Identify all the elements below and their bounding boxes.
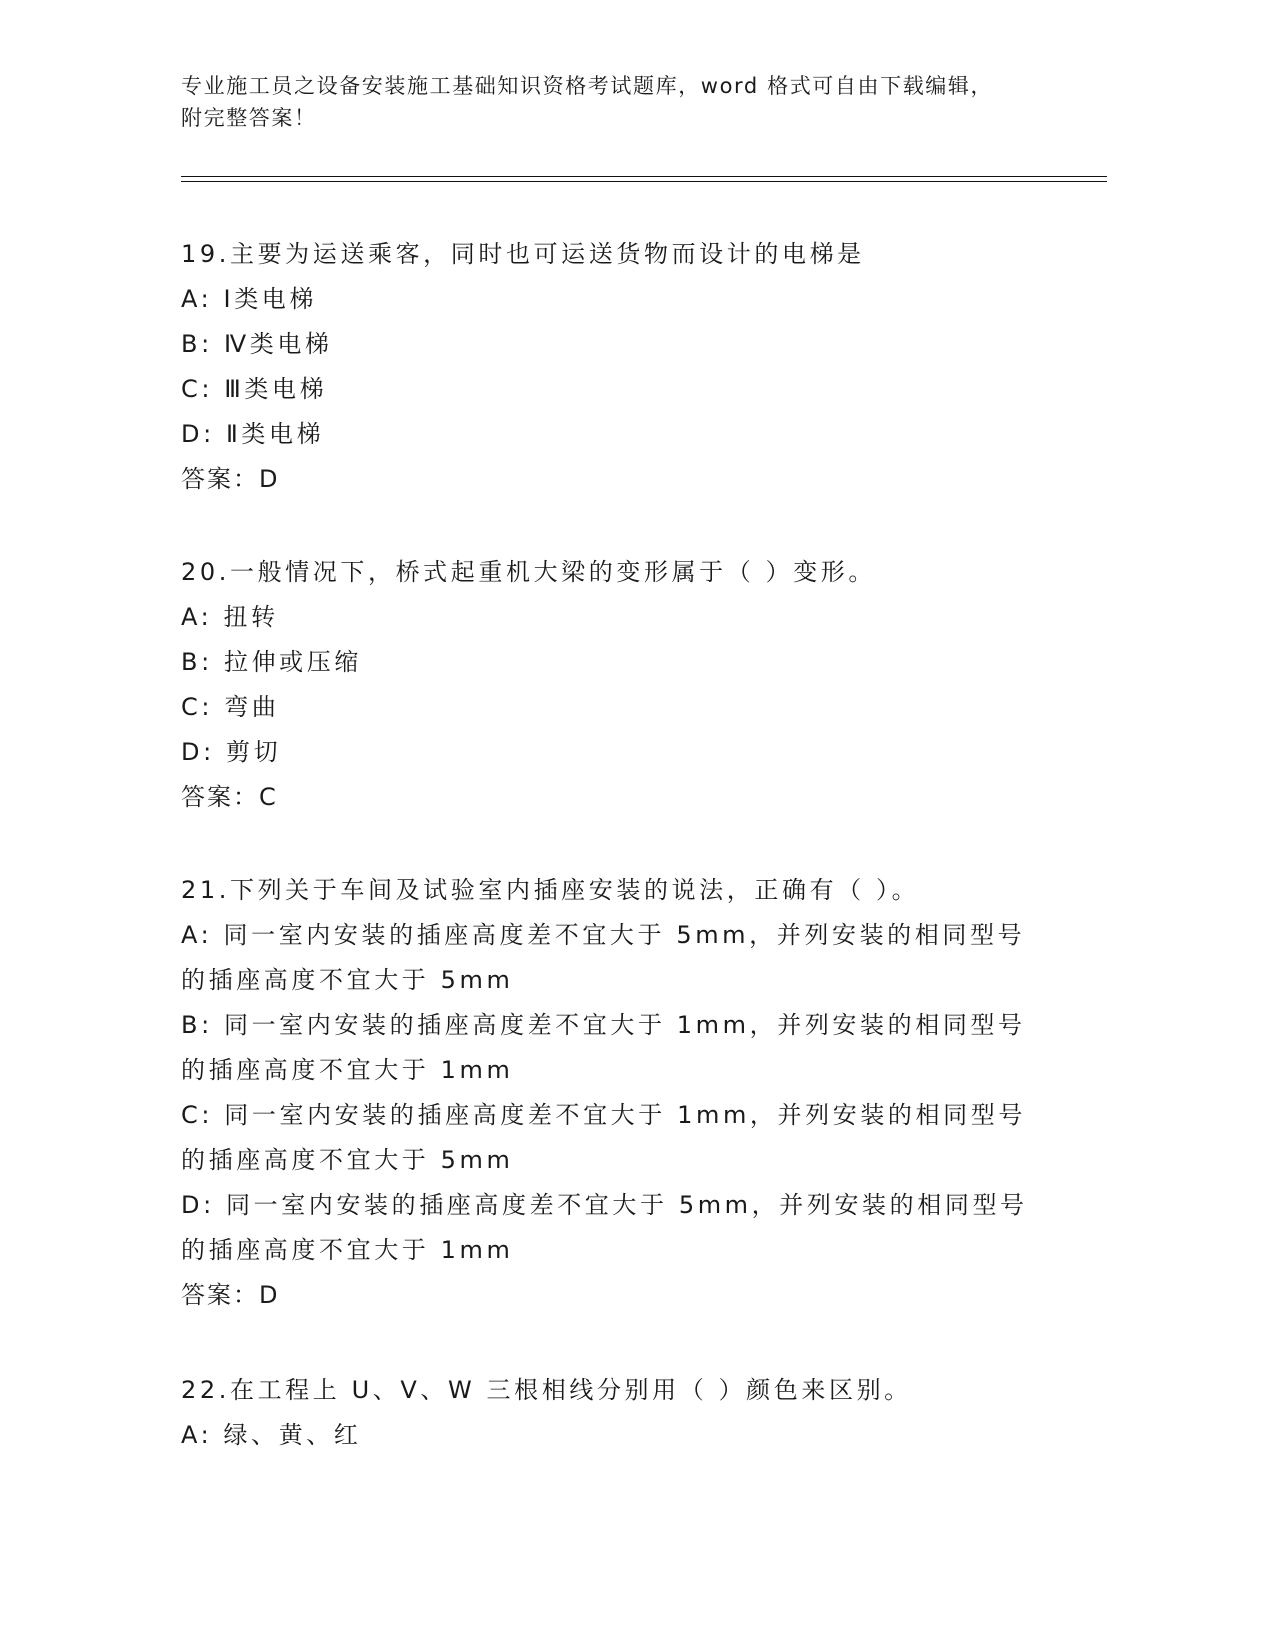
question-19: [181, 232, 1081, 502]
question-stem: 20.一般情况下，桥式起重机大梁的变形属于（ ）变形。: [181, 558, 876, 586]
option-a: A: 同一室内安装的插座高度差不宜大于 5mm，并列安装的相同型号的插座高度不宜大于 5mm: [181, 921, 1026, 994]
option-c: C: Ⅲ类电梯: [181, 375, 328, 403]
option-d: D: 剪切: [181, 738, 282, 766]
header-text-line-1: 专业施工员之设备安装施工基础知识资格考试题库，word 格式可自由下载编辑，: [181, 74, 994, 98]
header-divider-top: [181, 176, 1107, 177]
question-stem: 22.在工程上 U、V、W 三根相线分别用（ ）颜色来区别。: [181, 1376, 912, 1404]
option-d: D: 同一室内安装的插座高度差不宜大于 5mm，并列安装的相同型号的插座高度不宜大于 1mm: [181, 1191, 1028, 1264]
question-22: [181, 1368, 1081, 1458]
answer-label: 答案：D: [181, 1281, 280, 1309]
option-a: A: Ⅰ类电梯: [181, 285, 317, 313]
option-c: C: 弯曲: [181, 693, 280, 721]
option-b: B: Ⅳ类电梯: [181, 330, 333, 358]
document-header: [181, 70, 1081, 134]
answer-label: 答案：C: [181, 783, 278, 811]
question-21: [181, 868, 1081, 1318]
option-d: D: Ⅱ类电梯: [181, 420, 325, 448]
option-c: C: 同一室内安装的插座高度差不宜大于 1mm，并列安装的相同型号的插座高度不宜大于 5mm: [181, 1101, 1026, 1174]
question-stem: 19.主要为运送乘客，同时也可运送货物而设计的电梯是: [181, 240, 865, 268]
option-a: A: 扭转: [181, 603, 279, 631]
option-b: B: 同一室内安装的插座高度差不宜大于 1mm，并列安装的相同型号的插座高度不宜大于 1mm: [181, 1011, 1026, 1084]
header-text-line-2: 附完整答案！: [181, 106, 317, 130]
answer-label: 答案：D: [181, 465, 280, 493]
question-stem: 21.下列关于车间及试验室内插座安装的说法，正确有（ ）。: [181, 876, 920, 904]
option-b: B: 拉伸或压缩: [181, 648, 362, 676]
header-divider-bottom: [181, 181, 1107, 182]
option-a: A: 绿、黄、红: [181, 1421, 362, 1449]
question-20: [181, 550, 1081, 820]
